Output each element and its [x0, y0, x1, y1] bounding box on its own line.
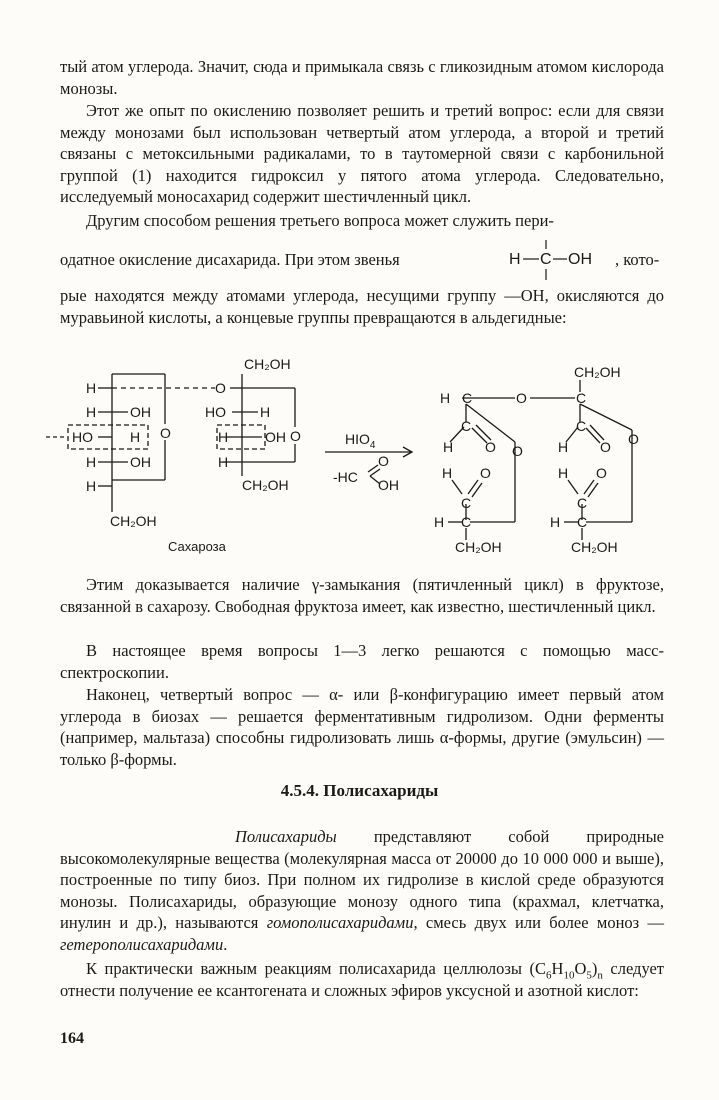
- prod-c2: C: [576, 390, 587, 406]
- ald2-c2: C: [577, 514, 588, 530]
- prod-o3: O: [485, 439, 496, 455]
- paragraph-7: Полисахариды представляют собой природные высокомолекулярные вещества (молекулярная масса от 20000 до 10 000 000 и выше), построенные по типу биоз. При полном их гидролизе в кислой среде образуются монозы. Полисахариды, образующие монозу одного типа (крахмал, клетчатка, инулин и др.), называются гомополисахаридами, смесь двух или более моноз — гетерополисахаридами.: [60, 827, 664, 954]
- prod-h3: H: [443, 439, 454, 455]
- glc-oh4: OH: [130, 454, 151, 470]
- paragraph-6: Наконец, четвертый вопрос — α- или β-конфигурацию имеет первый атом углерода в биозах — решается ферментативным гидролизом. Одни ферменты (например, мальтаза) способны гидролизовать лишь α-формы, другие (эмульсин) — только β-формы.: [60, 685, 664, 769]
- byproduct-o: O: [378, 453, 389, 469]
- hcoh-unit-formula: [505, 236, 615, 286]
- sucrose-oxidation-scheme: [0, 352, 719, 562]
- inline-formula-line: [60, 236, 664, 286]
- prod-c4: C: [576, 418, 587, 434]
- paragraph-3: Другим способом решения третьего вопроса может служить пери-: [86, 211, 554, 230]
- fru-ch2oh-top: CH₂OH: [244, 356, 291, 372]
- glc-h3: H: [130, 429, 141, 445]
- glc-h4: H: [86, 454, 97, 470]
- fru-h-2: H: [218, 429, 229, 445]
- term-homopolysaccharides: гомополисахаридами: [266, 913, 414, 932]
- glc-ring-o: O: [160, 425, 171, 441]
- page-number: 164: [60, 1030, 84, 1047]
- prod-h1: H: [440, 390, 451, 406]
- term-heteropolysaccharides: гетерополисахаридами: [60, 934, 224, 954]
- glc-h2: H: [86, 404, 97, 420]
- ald2-c: C: [577, 495, 588, 511]
- paragraph-3-part-c: рые находятся между атомами углерода, несущими группу —OH, окисляются до муравьиной кислоты, а концевые группы превращаются в альдегидные:: [60, 286, 664, 327]
- paragraph-1: тый атом углерода. Значит, сюда и примыкала связь с гликозидным атомом кислорода монозы.: [60, 57, 664, 98]
- fru-h: H: [260, 404, 271, 420]
- reagent-label: $HIO_4$: [345, 431, 376, 451]
- prod-c3: C: [461, 418, 472, 434]
- paragraph-3-part-b-end: , кото-: [615, 250, 660, 269]
- prod-c1: C: [462, 390, 473, 406]
- ald2-h: H: [558, 465, 569, 481]
- fru-h-3: H: [218, 454, 229, 470]
- ald1-ch2oh: CH₂OH: [455, 539, 502, 555]
- glc-h1: H: [86, 380, 97, 396]
- prod-ch2oh-top: CH₂OH: [574, 364, 621, 380]
- ald1-c: C: [461, 495, 472, 511]
- prod-o4: O: [600, 439, 611, 455]
- prod-h4: H: [558, 439, 569, 455]
- paragraph-2: Этот же опыт по окислению позволяет решить и третий вопрос: если для связи между монозами был использован четвертый атом углерода, а второй и третий связаны с метоксильными радикалами, то в таутомерной связи с карбонильной группой (1) находится гидроксил у пятого атома углерода. Следовательно, исследуемый моносахарид содержит шестичленный цикл.: [60, 101, 664, 206]
- prod-ring-o1: O: [512, 443, 523, 459]
- formula-c: C: [540, 251, 552, 268]
- paragraph-3-part-b: одатное окисление дисахарида. При этом звенья: [60, 250, 400, 269]
- paragraph-4: Этим доказывается наличие γ-замыкания (пятичленный цикл) в фруктозе, связанной в сахарозу. Свободная фруктоза имеет, как известно, шестичленный цикл.: [60, 575, 664, 616]
- glycosidic-o: O: [215, 380, 226, 396]
- glc-h5: H: [86, 478, 97, 494]
- ald2-ch2oh: CH₂OH: [571, 539, 618, 555]
- glc-ch2oh: CH₂OH: [110, 513, 157, 529]
- paragraph-5: В настоящее время вопросы 1—3 легко решаются с помощью масс-спектроскопии.: [60, 641, 664, 682]
- section-heading: 4.5.4. Полисахариды: [280, 781, 439, 800]
- ald2-o: O: [596, 465, 607, 481]
- ald1-h2: H: [434, 514, 445, 530]
- fru-oh: OH: [265, 429, 286, 445]
- sucrose-caption: Сахароза: [168, 539, 226, 554]
- fru-ho: HO: [205, 404, 226, 420]
- fru-ch2oh-bottom: CH₂OH: [242, 477, 289, 493]
- fru-ring-o: O: [290, 428, 301, 444]
- ald1-c2: C: [461, 514, 472, 530]
- formula-h: H: [509, 251, 521, 268]
- byproduct-oh: OH: [378, 477, 399, 493]
- formula-oh: OH: [568, 251, 592, 268]
- glc-ho3: HO: [72, 429, 93, 445]
- term-polysaccharides: Полисахариды: [235, 827, 337, 846]
- byproduct-hc: -HC: [333, 469, 358, 485]
- ald2-h2: H: [550, 514, 561, 530]
- ald1-o: O: [480, 465, 491, 481]
- prod-ring-o2: O: [628, 431, 639, 447]
- ald1-h: H: [442, 465, 453, 481]
- paragraph-8: К практически важным реакциям полисахарида целлюлозы $(C_6H_{10}O_5)_n$ следует отнести получение ее ксантогената и сложных эфиров уксусной и азотной кислот:: [60, 959, 665, 1000]
- glc-oh2: OH: [130, 404, 151, 420]
- prod-o-bridge: O: [516, 390, 527, 406]
